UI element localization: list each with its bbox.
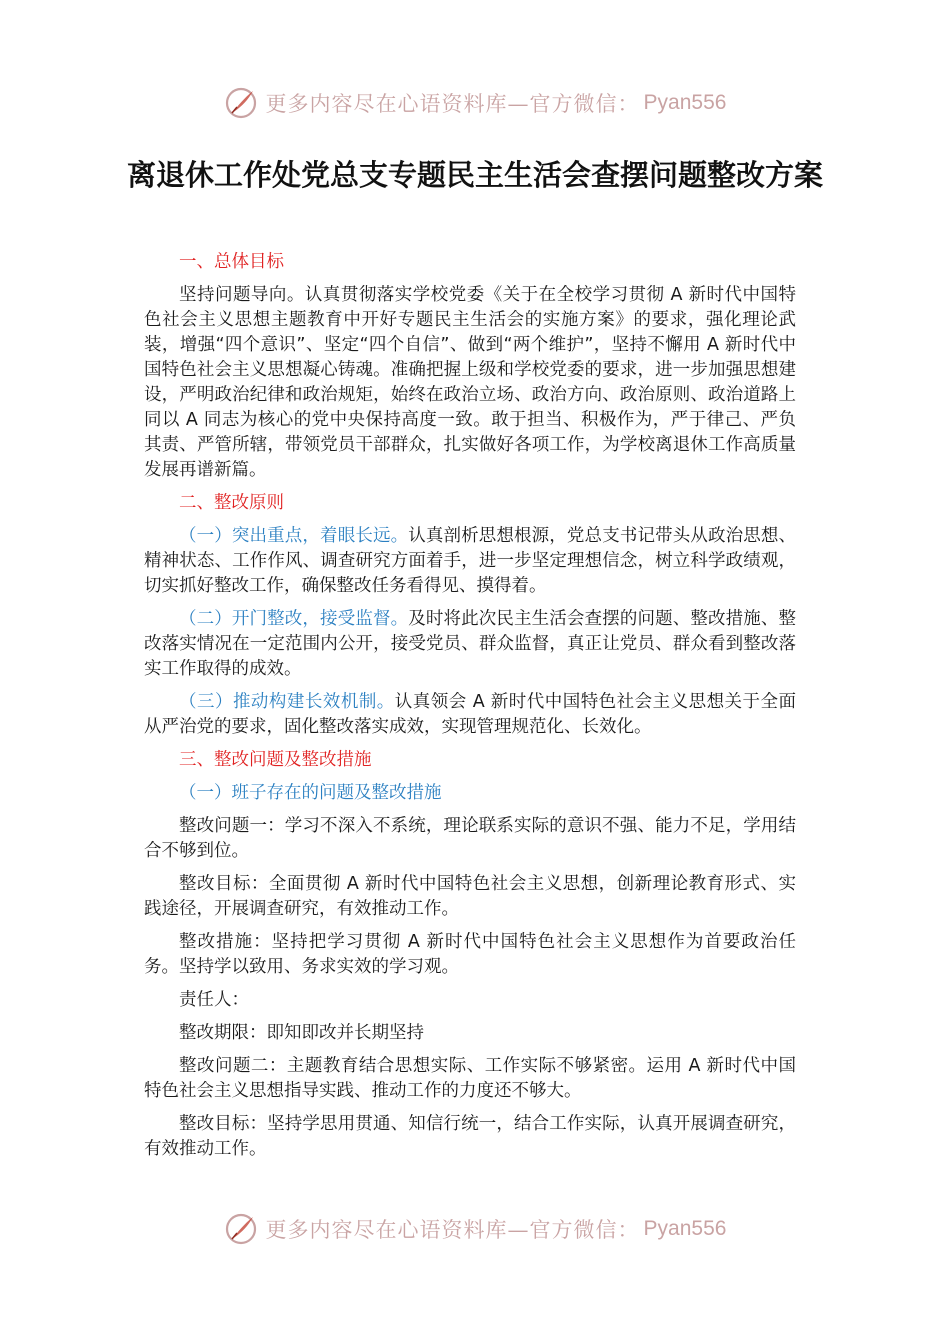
principle-2-lead: （二）开门整改，接受监督。 xyxy=(179,609,409,629)
principle-1 xyxy=(144,524,796,599)
document-body xyxy=(144,250,796,1170)
principle-2 xyxy=(144,607,796,682)
principle-1-lead: （一）突出重点，着眼长远。 xyxy=(179,526,409,546)
principle-3-lead: （三）推动构建长效机制。 xyxy=(179,692,395,712)
watermark-wechat-id: Pyan556 xyxy=(643,1217,727,1240)
principle-3 xyxy=(144,690,796,740)
rectification-item: 整改目标：坚持学思用贯通、知信行统一，结合工作实际，认真开展调查研究，有效推动工作。 xyxy=(144,1114,796,1159)
rectification-item: 整改措施：坚持把学习贯彻 A 新时代中国特色社会主义思想作为首要政治任务。坚持学以致用、务求实效的学习观。 xyxy=(144,932,796,977)
watermark-bottom xyxy=(0,1212,950,1246)
watermark-text: 更多内容尽在心语资料库—官方微信： xyxy=(265,92,640,116)
quill-logo-icon xyxy=(224,1212,258,1246)
subsection-heading-3-1: （一）班子存在的问题及整改措施 xyxy=(179,783,442,803)
rectification-item: 整改目标：全面贯彻 A 新时代中国特色社会主义思想，创新理论教育形式、实践途径，开展调查研究，有效推动工作。 xyxy=(144,874,796,919)
watermark-top xyxy=(0,86,950,120)
quill-logo-icon xyxy=(224,86,258,120)
section-heading-2: 二、整改原则 xyxy=(179,493,284,513)
rectification-item: 整改问题二：主题教育结合思想实际、工作实际不够紧密。运用 A 新时代中国特色社会主义思想指导实践、推动工作的力度还不够大。 xyxy=(144,1056,796,1101)
principle-3-body: 认真领会 A 新时代中国特色社会主义思想关于全面从严治党的要求，固化整改落实成效，实现管理规范化、长效化。 xyxy=(144,692,796,737)
section-heading-3: 三、整改问题及整改措施 xyxy=(179,750,372,770)
principle-1-body: 认真剖析思想根源，党总支书记带头从政治思想、精神状态、工作作风、调查研究方面着手，进一步坚定理想信念，树立科学政绩观，切实抓好整改工作，确保整改任务看得见、摸得着。 xyxy=(144,526,797,596)
section-1-paragraph: 坚持问题导向。认真贯彻落实学校党委《关于在全校学习贯彻 A 新时代中国特色社会主义思想主题教育中开好专题民主生活会的实施方案》的要求，强化理论武装，增强“四个意识”、坚定“四个自信”、做到“两个维护”，坚持不懈用 A 新时代中国特色社会主义思想凝心铸魂。准确把握上级和学校党委的要求，进一步加强思想建设，严明政治纪律和政治规矩，始终在政治立场、政治方向、政治原则、政治道路上同以 A 同志为核心的党中央保持高度一致。敢于担当、积极作为，严于律己、严负其责、严管所辖，带领党员干部群众，扎实做好各项工作，为学校离退休工作高质量发展再谱新篇。 xyxy=(144,285,796,480)
principle-2-body: 及时将此次民主生活会查摆的问题、整改措施、整改落实情况在一定范围内公开，接受党员、群众监督，真正让党员、群众看到整改落实工作取得的成效。 xyxy=(144,609,797,679)
section-heading-1: 一、总体目标 xyxy=(179,252,284,272)
document-title: 离退休工作处党总支专题民主生活会查摆问题整改方案 xyxy=(126,158,823,192)
rectification-item: 责任人： xyxy=(179,990,249,1010)
rectification-item: 整改期限：即知即改并长期坚持 xyxy=(179,1023,424,1043)
watermark-wechat-id: Pyan556 xyxy=(643,91,727,114)
watermark-text: 更多内容尽在心语资料库—官方微信： xyxy=(265,1218,640,1242)
rectification-item: 整改问题一：学习不深入不系统，理论联系实际的意识不强、能力不足，学用结合不够到位。 xyxy=(144,816,796,861)
